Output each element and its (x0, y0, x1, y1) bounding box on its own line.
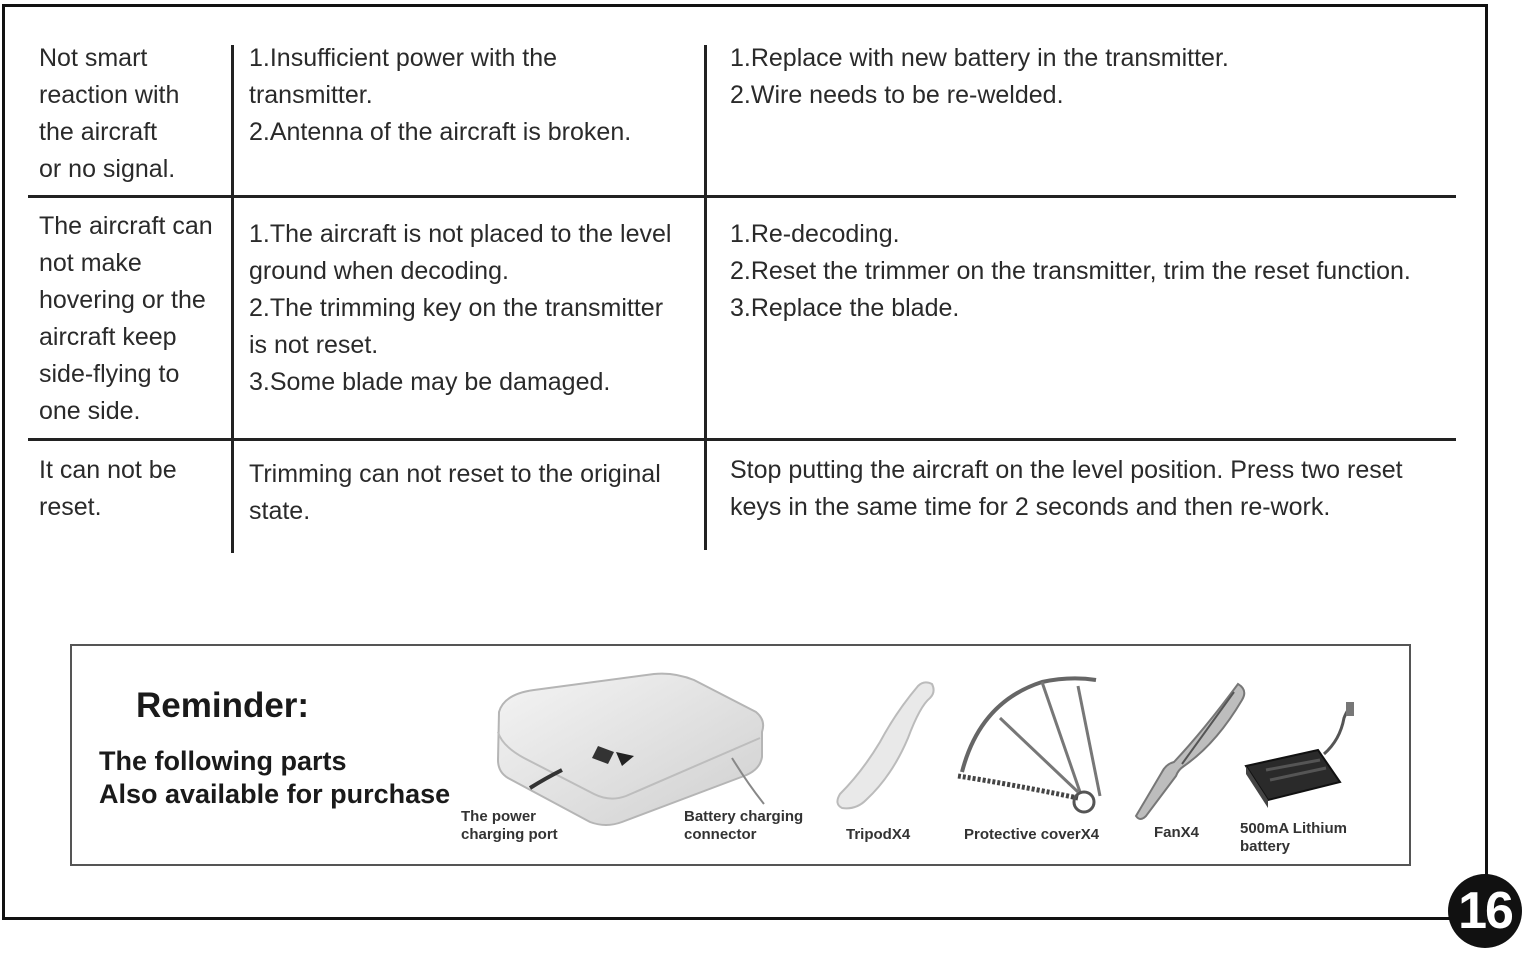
cause-cell-2: 1.The aircraft is not placed to the level ground when decoding. 2.The trimming key on the transmitter is not reset. 3.Some blade may be damaged. (249, 220, 672, 396)
tripod-icon (826, 676, 942, 816)
part-label-fan: FanX4 (1154, 824, 1200, 841)
reminder-title: Reminder: (136, 686, 310, 725)
battery-icon (1240, 700, 1358, 816)
problem-cell-2: The aircraft can not make hovering or the aircraft keep side-flying to one side. (39, 212, 213, 425)
column-divider-1 (231, 45, 234, 553)
problem-cell-1: Not smart reaction with the aircraft or no signal. (39, 44, 180, 183)
part-label-power-charging-port: The power charging port (461, 808, 558, 843)
page-number-badge: 16 (1448, 874, 1522, 948)
protective-cover-icon (950, 672, 1110, 822)
fan-blade-icon (1126, 680, 1252, 826)
part-label-protective-cover: Protective coverX4 (964, 826, 1100, 843)
part-label-battery-charging-connector: Battery charging connector (684, 808, 804, 843)
row-divider-1 (28, 195, 1456, 198)
reminder-line-2: Also available for purchase (99, 779, 451, 809)
solution-cell-2: 1.Re-decoding. 2.Reset the trimmer on the transmitter, trim the reset function. 3.Replace the blade. (730, 220, 1411, 322)
solution-cell-1: 1.Replace with new battery in the transmitter. 2.Wire needs to be re-welded. (730, 44, 1229, 109)
part-label-lithium-battery: 500mA Lithium battery (1240, 820, 1347, 855)
reminder-line-1: The following parts (99, 746, 347, 776)
cause-cell-3: Trimming can not reset to the original state. (249, 460, 661, 525)
row-divider-2 (28, 438, 1456, 441)
problem-cell-3: It can not be reset. (39, 456, 177, 521)
cause-cell-1: 1.Insufficient power with the transmitter. 2.Antenna of the aircraft is broken. (249, 44, 632, 146)
column-divider-2 (704, 45, 707, 550)
solution-cell-3: Stop putting the aircraft on the level position. Press two reset keys in the same time for 2 seconds and then re-work. (730, 456, 1403, 521)
part-label-tripod: TripodX4 (846, 826, 911, 843)
